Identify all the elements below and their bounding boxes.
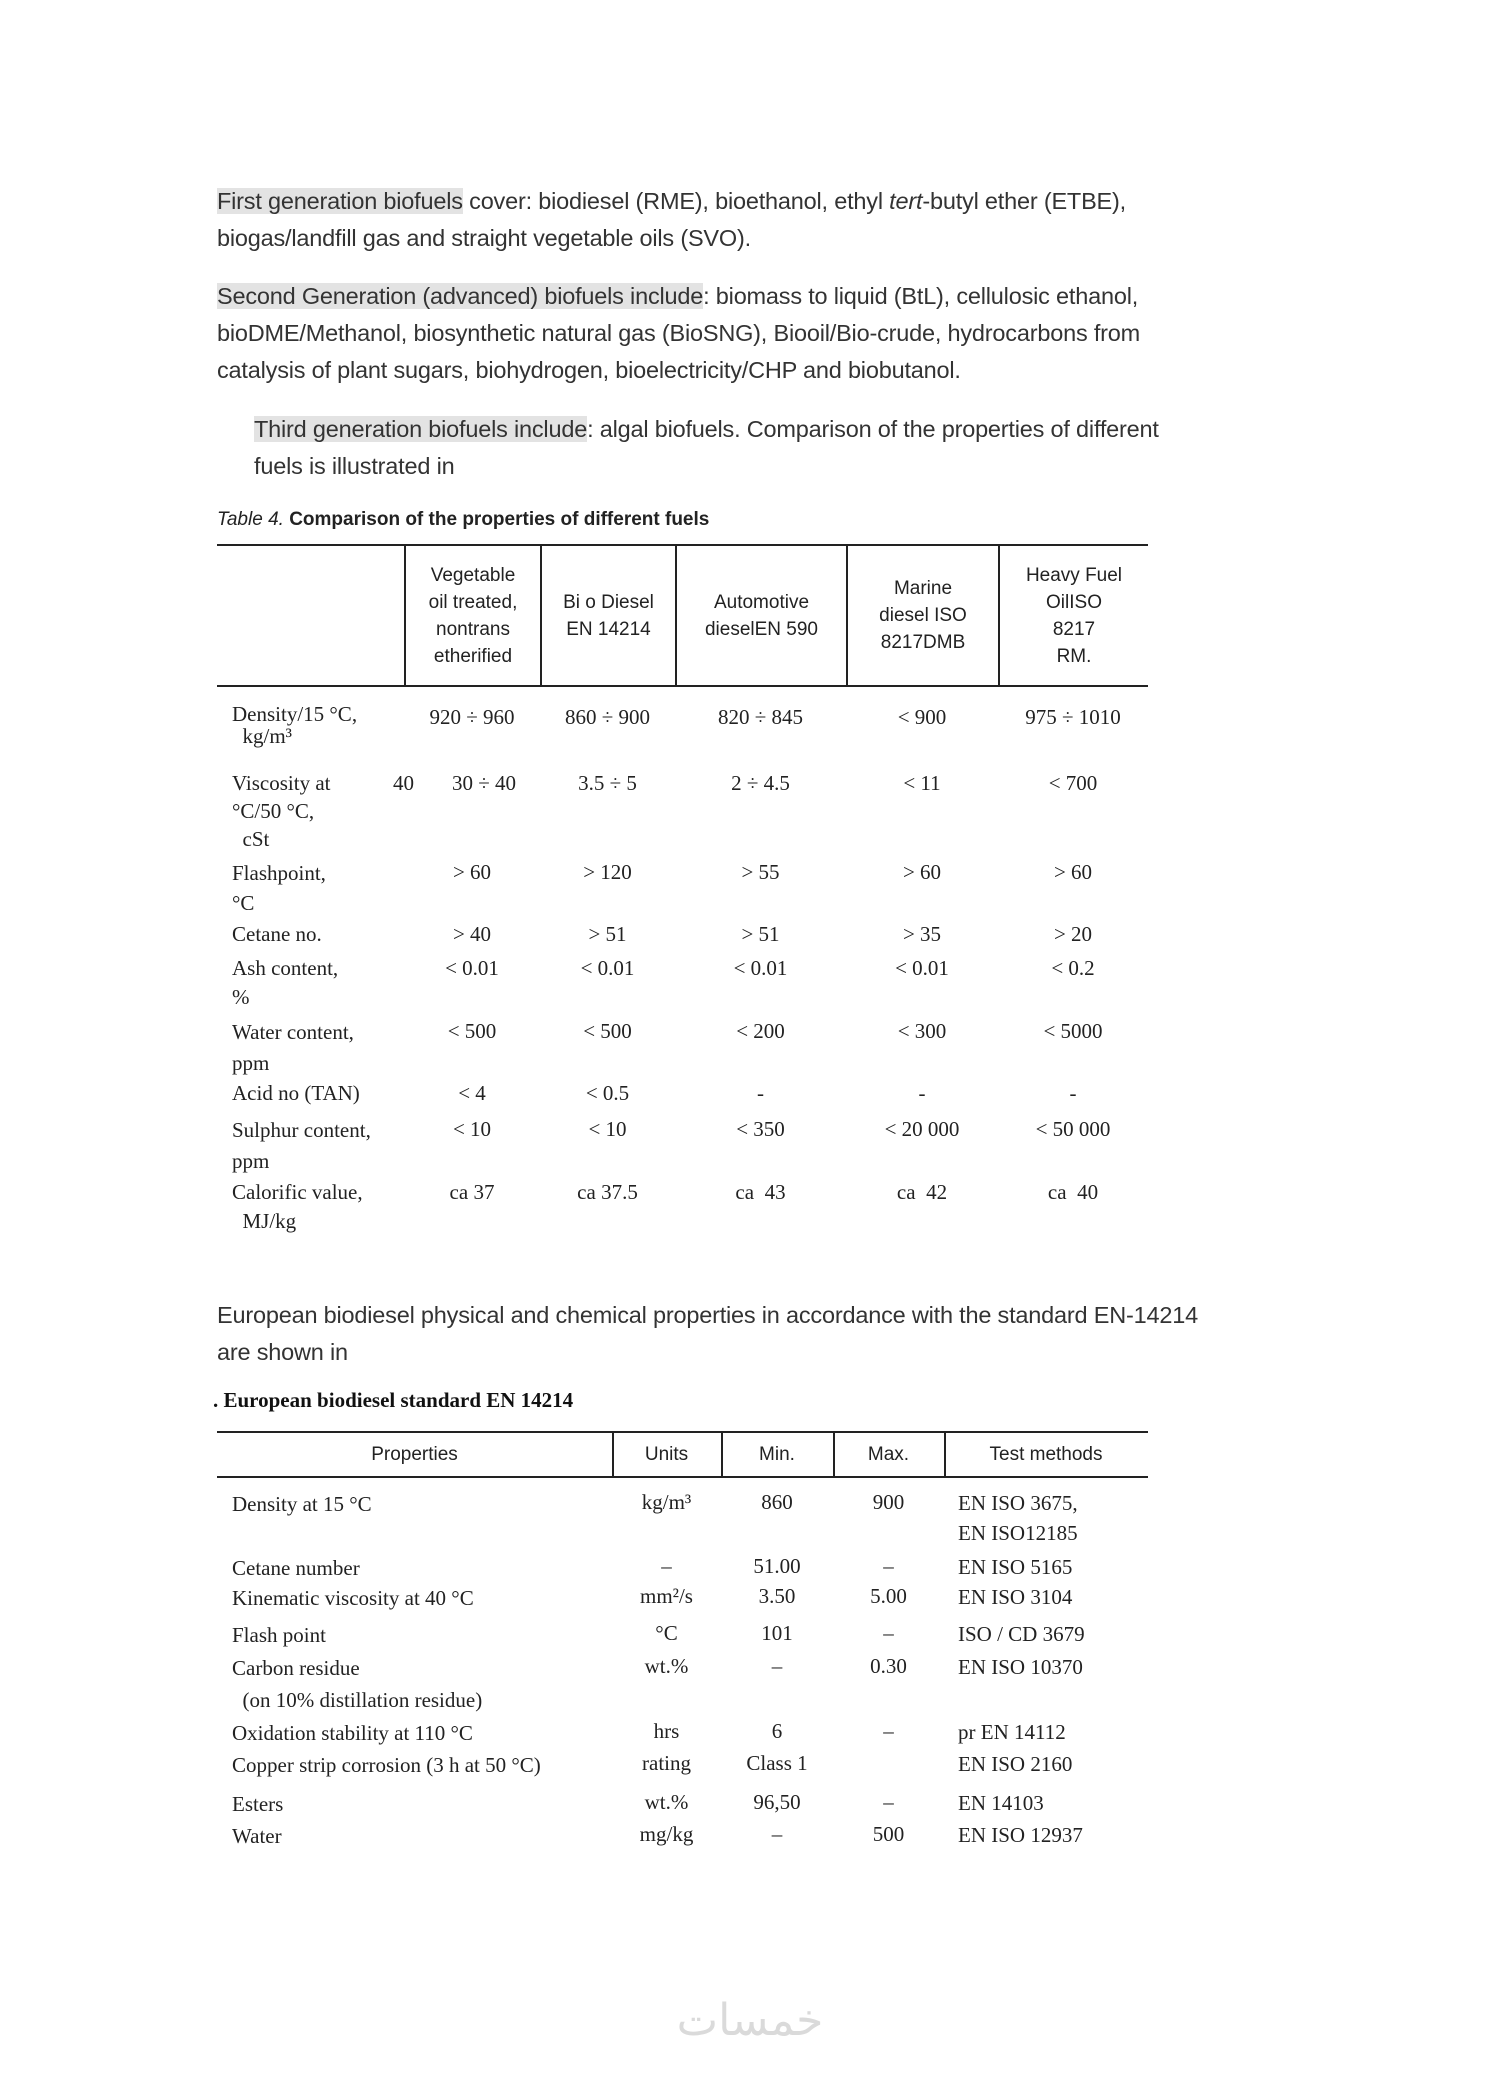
test-method: EN ISO 3675, — [958, 1491, 1078, 1515]
row-label-line: Viscosity at — [232, 771, 331, 795]
min-cell: – — [771, 1822, 783, 1846]
table-cell-value: ca 42 — [896, 1180, 948, 1204]
row-label-line: Density/15 °C, — [232, 702, 358, 726]
max-cell: – — [883, 1790, 894, 1814]
paragraph-second-generation — [217, 278, 1140, 389]
min-cell: 96,50 — [753, 1790, 801, 1814]
table-cell-value: < 200 — [736, 1019, 785, 1043]
column-header-line: Vegetable — [430, 564, 516, 586]
text-line: European biodiesel physical and chemical properties in accordance with the standard EN-14214 — [217, 1302, 1198, 1328]
row-label-line: % — [232, 985, 250, 1009]
table4-caption-label: Table 4. — [217, 509, 284, 530]
max-cell: – — [883, 1554, 894, 1578]
row-label — [232, 920, 322, 949]
max-cell: 500 — [872, 1822, 905, 1846]
row-label-line: °C — [232, 891, 255, 915]
paragraph-en14214-intro — [217, 1297, 1198, 1371]
test-method: EN ISO12185 — [958, 1521, 1078, 1545]
row-label-line: Acid no (TAN) — [232, 1081, 360, 1105]
column-header — [677, 546, 846, 685]
table-cell-value: > 51 — [588, 922, 627, 946]
column-header-line: oil treated, — [428, 591, 518, 613]
property-label — [232, 1552, 360, 1584]
max-cell: 900 — [872, 1490, 905, 1514]
property-label — [232, 1652, 482, 1716]
text-line: fuels is illustrated in — [254, 453, 455, 479]
text: -butyl ether (ETBE), — [922, 188, 1126, 214]
text-line: bioDME/Methanol, biosynthetic natural gas (BioSNG), Biooil/Bio-crude, hydrocarbons from — [217, 320, 1141, 346]
test-method-cell — [958, 1552, 1072, 1582]
table-en14214-caption: . European biodiesel standard EN 14214 — [213, 1388, 574, 1412]
min-cell: – — [771, 1654, 783, 1678]
table-cell-value: > 51 — [741, 922, 780, 946]
min-cell: 3.50 — [758, 1584, 796, 1608]
table-cell-value: > 20 — [1053, 922, 1093, 946]
column-header-line: 8217 — [1052, 618, 1096, 640]
max-cell: – — [883, 1719, 894, 1743]
test-method: EN ISO 10370 — [958, 1655, 1083, 1679]
table-cell-value: < 20 000 — [884, 1117, 960, 1141]
min-cell: 860 — [761, 1490, 793, 1514]
test-method: EN 14103 — [958, 1791, 1044, 1815]
table-cell-value: 30 ÷ 40 — [451, 771, 517, 795]
table-cell-value: ca 37.5 — [577, 1180, 638, 1204]
property-name: Flash point — [232, 1623, 326, 1647]
row-label — [232, 858, 326, 918]
column-header-line: Marine — [893, 578, 953, 599]
column-header-line: Automotive — [713, 591, 810, 613]
highlight-first-generation: First generation biofuels — [217, 188, 463, 214]
column-header-line: diesel ISO — [879, 605, 967, 626]
row-label-line: Flashpoint, — [232, 861, 326, 885]
column-header-line: RM. — [1056, 645, 1092, 667]
table-cell-value: < 0.5 — [585, 1081, 630, 1105]
table4-caption-title: Comparison of the properties of different fuels — [289, 509, 710, 530]
row-label-line: Ash content, — [232, 956, 339, 980]
row-label — [232, 769, 330, 853]
text: : algal biofuels. Comparison of the properties of different — [587, 416, 1159, 442]
table-cell-value: 3.5 ÷ 5 — [578, 771, 637, 795]
text: cover: biodiesel (RME), bioethanol, ethyl — [462, 188, 890, 214]
property-label — [232, 1717, 473, 1749]
test-method-cell — [958, 1717, 1066, 1747]
test-method-cell — [958, 1749, 1072, 1779]
table-cell-value: < 0.2 — [1051, 956, 1095, 980]
row-label-line: ppm — [232, 1051, 270, 1075]
table-cell-value: < 350 — [736, 1117, 785, 1141]
table-cell-value: < 0.01 — [895, 956, 949, 980]
property-name: Cetane number — [232, 1556, 360, 1580]
units-cell: – — [661, 1554, 672, 1578]
table-cell-value: 2 ÷ 4.5 — [731, 771, 790, 795]
text-line: biogas/landfill gas and straight vegetable oils (SVO). — [217, 225, 751, 251]
column-header-line: Bi o Diesel — [563, 591, 654, 613]
table-header-rule — [217, 1476, 1148, 1478]
column-header — [406, 546, 540, 685]
column-header: Units — [644, 1444, 689, 1465]
column-header-line: EN 14214 — [566, 618, 651, 640]
highlight-third-generation: Third generation biofuels include — [254, 416, 588, 442]
max-cell: 0.30 — [870, 1654, 907, 1678]
table-cell-value: 860 ÷ 900 — [564, 705, 651, 729]
column-header: Properties — [371, 1444, 458, 1465]
column-header-line: nontrans — [436, 618, 510, 640]
units-cell: mm²/s — [640, 1584, 693, 1608]
units-cell: wt.% — [644, 1654, 689, 1678]
units-cell: wt.% — [644, 1790, 689, 1814]
property-name: Copper strip corrosion (3 h at 50 °C) — [232, 1753, 541, 1777]
table-cell-value: > 40 — [452, 922, 492, 946]
row-label-line: cSt — [232, 827, 270, 851]
table-cell-value: < 300 — [897, 1019, 947, 1043]
column-header — [1000, 546, 1148, 685]
row-label-line: Sulphur content, — [232, 1118, 371, 1142]
units-cell: kg/m³ — [641, 1490, 692, 1514]
paragraph-first-generation — [217, 183, 1126, 257]
table4-caption — [217, 509, 709, 531]
table-cell-value: ca 40 — [1047, 1180, 1099, 1204]
min-cell: Class 1 — [746, 1751, 808, 1775]
column-header-line: dieselEN 590 — [704, 618, 819, 640]
table-cell-value: - — [757, 1081, 764, 1105]
min-cell: 6 — [771, 1719, 783, 1743]
min-cell: 101 — [761, 1621, 793, 1645]
row-label — [232, 1115, 371, 1177]
row-label — [232, 703, 357, 747]
paragraph-third-generation — [254, 411, 1159, 485]
watermark-logo: خمسات — [676, 1995, 824, 2046]
row-label-line: °C/50 °C, — [232, 799, 315, 823]
row-label-line: kg/m³ — [232, 724, 292, 748]
table-cell-value: < 500 — [583, 1019, 632, 1043]
table-header-rule — [217, 685, 1148, 687]
table-cell-value: > 60 — [902, 860, 942, 884]
table-cell-value: < 900 — [897, 705, 947, 729]
row-label-line: Calorific value, — [232, 1180, 363, 1204]
test-method: EN ISO 3104 — [958, 1585, 1073, 1609]
property-name: Water — [232, 1824, 282, 1848]
test-method-cell — [958, 1582, 1072, 1612]
max-cell: – — [883, 1621, 894, 1645]
row-label-line: Cetane no. — [232, 922, 322, 946]
row-label-line: MJ/kg — [232, 1209, 297, 1233]
text-line: are shown in — [217, 1339, 348, 1365]
test-method-cell — [958, 1788, 1044, 1818]
test-method-cell — [958, 1488, 1078, 1548]
row-label-line: ppm — [232, 1149, 270, 1173]
units-cell: °C — [655, 1621, 678, 1645]
units-cell: hrs — [653, 1719, 680, 1743]
row-label — [232, 954, 338, 1012]
property-label — [232, 1788, 283, 1820]
property-note: (on 10% distillation residue) — [232, 1688, 483, 1712]
property-label — [232, 1749, 541, 1781]
table-cell-value: > 55 — [741, 860, 780, 884]
table-cell-value: < 10 — [588, 1117, 627, 1141]
units-cell: mg/kg — [639, 1822, 694, 1846]
test-method: EN ISO 5165 — [958, 1555, 1073, 1579]
column-header-line: Heavy Fuel — [1025, 564, 1123, 586]
test-method: ISO / CD 3679 — [958, 1622, 1085, 1646]
table-cell-value: - — [1069, 1081, 1077, 1105]
table-cell-value: < 10 — [452, 1117, 492, 1141]
property-label — [232, 1820, 282, 1852]
column-header: Max. — [867, 1444, 910, 1465]
test-method-cell — [958, 1820, 1083, 1850]
property-label — [232, 1619, 326, 1651]
table-cell-value: > 60 — [452, 860, 492, 884]
table-cell-value: < 5000 — [1043, 1019, 1103, 1043]
test-method-cell — [958, 1619, 1085, 1649]
test-method-cell — [958, 1652, 1083, 1682]
text-line: catalysis of plant sugars, biohydrogen, bioelectricity/CHP and biobutanol. — [217, 357, 961, 383]
table-cell-value: - — [918, 1081, 926, 1105]
table-cell-value: > 35 — [902, 922, 942, 946]
row-label — [232, 1017, 354, 1079]
text: : biomass to liquid (BtL), cellulosic ethanol, — [703, 283, 1139, 309]
property-label — [232, 1582, 474, 1614]
table-cell-value: < 50 000 — [1035, 1117, 1111, 1141]
min-cell: 51.00 — [753, 1554, 801, 1578]
units-cell: rating — [642, 1751, 691, 1775]
property-name: Kinematic viscosity at 40 °C — [232, 1586, 474, 1610]
highlight-second-generation: Second Generation (advanced) biofuels include — [217, 283, 704, 309]
property-label — [232, 1488, 372, 1520]
column-header-line: etherified — [433, 645, 513, 667]
row-label — [232, 1079, 360, 1108]
table-cell-value: ca 43 — [735, 1180, 786, 1204]
table-cell-value: > 120 — [583, 860, 632, 884]
column-header — [542, 546, 675, 685]
max-cell: 5.00 — [870, 1584, 907, 1608]
column-header-line: OilISO — [1046, 591, 1102, 613]
table-cell-value: < 700 — [1048, 771, 1098, 795]
test-method: pr EN 14112 — [958, 1720, 1066, 1744]
table-cell-value: < 11 — [903, 771, 941, 795]
table-cell-value: > 60 — [1053, 860, 1093, 884]
table-cell-value: < 0.01 — [580, 956, 635, 980]
row-label — [232, 1178, 363, 1236]
table-cell-value: < 0.01 — [733, 956, 788, 980]
property-name: Esters — [232, 1792, 284, 1816]
table-cell-value: < 0.01 — [445, 956, 499, 980]
test-method: EN ISO 2160 — [958, 1752, 1073, 1776]
column-header-line: 8217DMB — [880, 632, 966, 653]
table-cell-value: 820 ÷ 845 — [717, 705, 804, 729]
column-header — [848, 546, 998, 685]
table-cell-value: ca 37 — [449, 1180, 495, 1204]
table-cell-value: 920 ÷ 960 — [429, 705, 515, 729]
table-cell-value: < 4 — [458, 1081, 486, 1105]
property-name: Density at 15 °C — [232, 1492, 372, 1516]
column-header: Min. — [759, 1444, 795, 1465]
property-name: Oxidation stability at 110 °C — [232, 1721, 473, 1745]
table-cell-value: < 500 — [447, 1019, 497, 1043]
row-label-line: Water content, — [232, 1020, 354, 1044]
table-cell-value: 975 ÷ 1010 — [1025, 705, 1121, 729]
column-header: Test methods — [989, 1444, 1103, 1465]
test-method: EN ISO 12937 — [958, 1823, 1083, 1847]
property-name: Carbon residue — [232, 1656, 360, 1680]
italic-text: tert — [889, 188, 923, 214]
stray-text: 40 — [393, 771, 414, 795]
